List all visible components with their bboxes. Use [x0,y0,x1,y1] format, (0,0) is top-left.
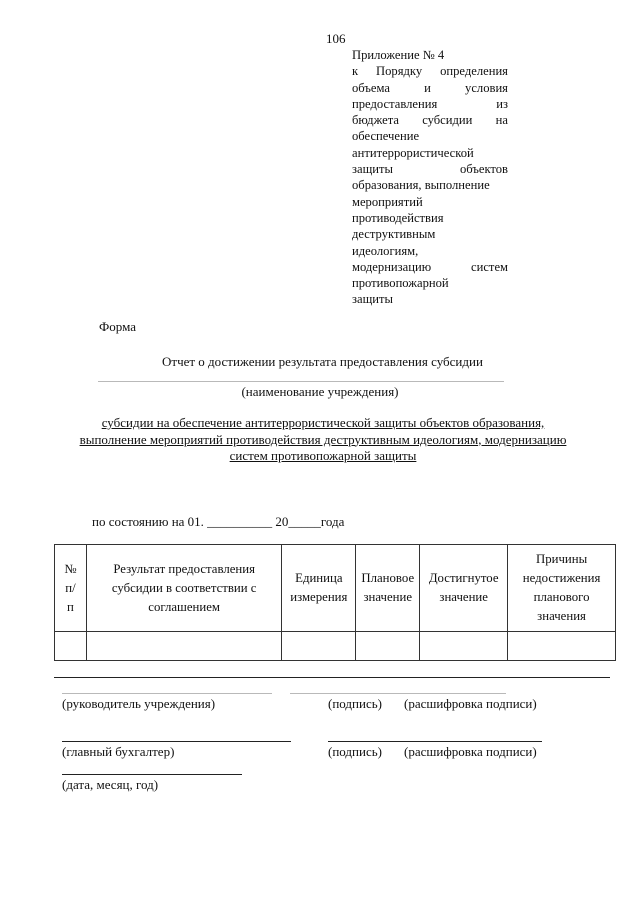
appendix-word: к [352,64,359,79]
as-of-date: по состоянию на 01. __________ 20_____года [92,514,345,529]
decoding-caption: (расшифровка подписи) [404,696,537,711]
appendix-word: субсидии [422,113,473,128]
appendix-line [352,161,508,177]
column-header-planned: Плановое значение [356,545,420,632]
appendix-word: объема [352,80,390,95]
appendix-line: обеспечение [352,129,420,144]
head-caption: (руководитель учреждения) [62,696,216,711]
column-header-number: № п/п [55,545,87,632]
purpose-line: субсидии на обеспечение антитеррористической защиты объектов образования, [101,415,545,430]
appendix-line: деструктивным [352,227,436,242]
date-line [62,774,242,775]
table-cell[interactable] [508,632,616,661]
signature-caption: (подпись) [328,744,382,759]
table-cell[interactable] [420,632,508,661]
appendix-word: из [496,96,508,111]
appendix-line [352,63,508,79]
appendix-word: на [495,113,508,128]
date-caption: (дата, месяц, год) [62,777,159,792]
institution-caption: (наименование учреждения) [241,384,399,399]
appendix-word: защиты [352,162,393,177]
subsidy-purpose [40,415,606,465]
institution-name-line [98,381,504,382]
report-title: Отчет о достижении результата предоставления субсидии [162,354,483,369]
appendix-header [352,47,508,308]
appendix-word: объектов [459,162,508,177]
appendix-word: Порядку [376,64,423,79]
appendix-line: образования, выполнение [352,178,490,193]
accountant-sign-decoding-line [328,741,542,742]
column-header-result: Результат предоставления субсидии в соответствии с соглашением [86,545,281,632]
appendix-line: идеологиям, [352,243,419,258]
appendix-word: систем [471,259,508,274]
report-table [54,544,616,661]
appendix-word: условия [465,80,508,95]
head-sign-decoding-line [290,693,506,694]
appendix-line: Приложение № 4 [352,48,445,62]
appendix-line: антитеррористической [352,145,474,160]
column-header-unit: Единица измерения [282,545,356,632]
signature-caption: (подпись) [328,696,382,711]
table-bottom-rule [54,677,610,678]
appendix-line [352,259,508,275]
appendix-word: предоставления [352,96,438,111]
form-label: Форма [99,319,136,334]
accountant-signature-line [62,741,291,742]
appendix-line: мероприятий [352,194,423,209]
purpose-line: систем противопожарной защиты [229,448,417,463]
appendix-line: противодействия [352,210,444,225]
purpose-line: выполнение мероприятий противодействия деструктивным идеологиям, модернизацию [79,431,567,447]
table-cell[interactable] [86,632,281,661]
appendix-line [352,112,508,128]
appendix-word: и [424,80,431,95]
column-header-achieved: Достигнутое значение [420,545,508,632]
accountant-caption: (главный бухгалтер) [62,744,175,759]
table-cell[interactable] [356,632,420,661]
appendix-line [352,80,508,96]
appendix-line: защиты [352,292,393,307]
table-cell[interactable] [55,632,87,661]
appendix-word: определения [440,64,508,79]
head-signature-line [62,693,272,694]
table-cell[interactable] [282,632,356,661]
decoding-caption: (расшифровка подписи) [404,744,537,759]
table-header-row [55,545,616,632]
table-row [55,632,616,661]
page-number: 106 [326,31,346,46]
appendix-word: модернизацию [352,259,432,274]
column-header-reasons: Причины недостижения планового значения [508,545,616,632]
appendix-line [352,96,508,112]
appendix-line: противопожарной [352,276,449,291]
appendix-word: бюджета [352,113,399,128]
